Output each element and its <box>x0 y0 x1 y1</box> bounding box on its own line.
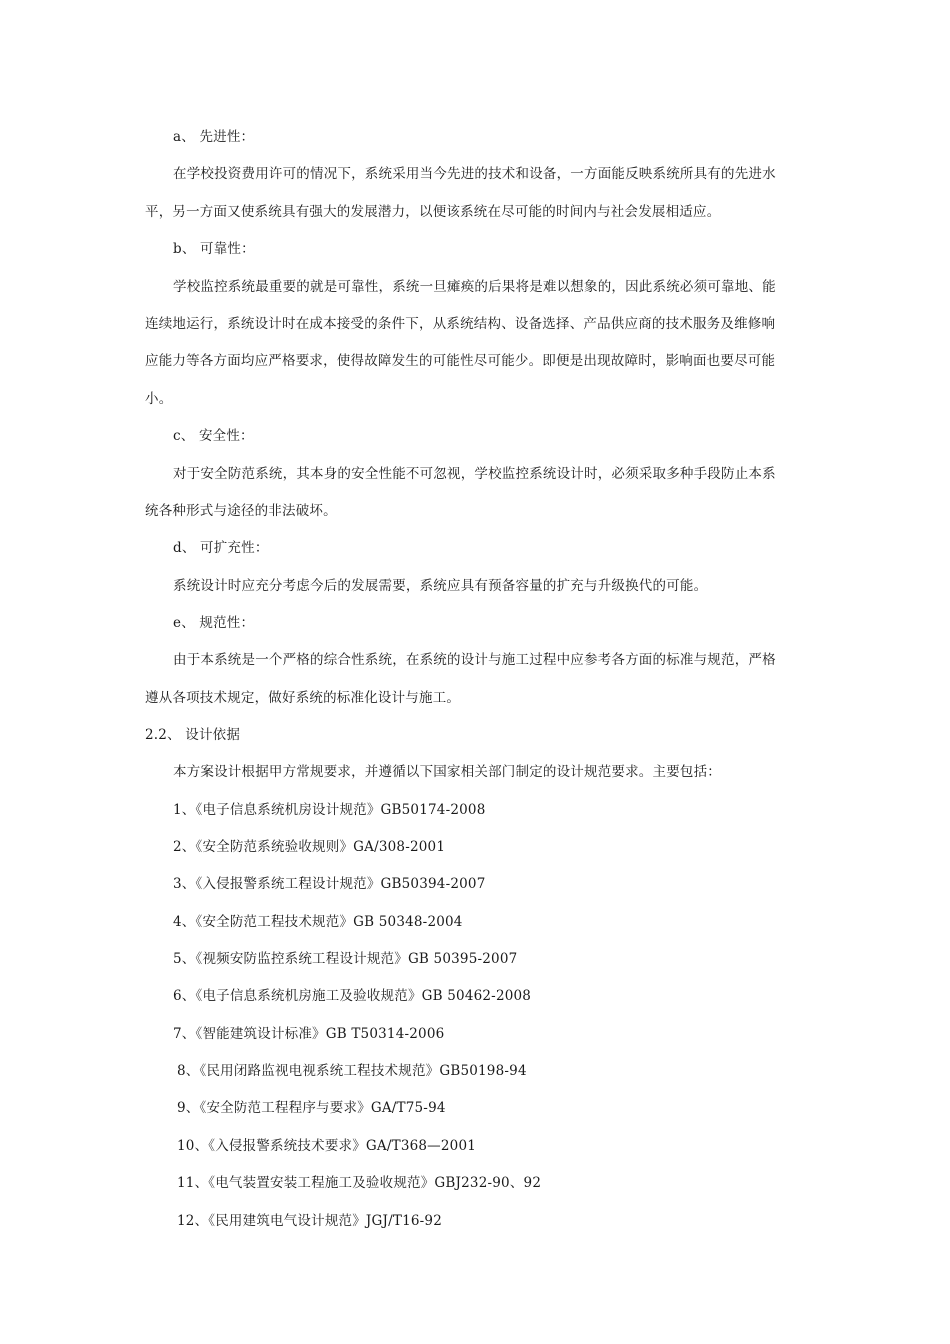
standard-item-2: 2、《安全防范系统验收规则》GA/308-2001 <box>173 839 446 855</box>
standard-item-12: 12、《民用建筑电气设计规范》JGJ/T16-92 <box>177 1213 443 1229</box>
standard-item-5: 5、《视频安防监控系统工程设计规范》GB 50395-2007 <box>173 951 518 967</box>
section-b-line-2: 连续地运行，系统设计时在成本接受的条件下，从系统结构、设备选择、产品供应商的技术服务及维修响 <box>145 316 776 332</box>
standard-item-11: 11、《电气装置安装工程施工及验收规范》GBJ232-90、92 <box>177 1175 542 1191</box>
section-b-heading: b、 可靠性： <box>173 241 255 257</box>
section-e-heading: e、 规范性： <box>173 615 255 631</box>
standard-item-7: 7、《智能建筑设计标准》GB T50314-2006 <box>173 1026 445 1042</box>
section-a-line-2: 平，另一方面又使系统具有强大的发展潜力，以便该系统在尽可能的时间内与社会发展相适应。 <box>145 204 721 220</box>
design-basis-intro: 本方案设计根据甲方常规要求，并遵循以下国家相关部门制定的设计规范要求。主要包括： <box>173 764 721 780</box>
section-b-line-3: 应能力等各方面均应严格要求，使得故障发生的可能性尽可能少。即便是出现故障时，影响面也要尽可能 <box>145 353 776 369</box>
section-e-line-2: 遵从各项技术规定，做好系统的标准化设计与施工。 <box>145 690 461 706</box>
section-c-line-1: 对于安全防范系统，其本身的安全性能不可忽视，学校监控系统设计时，必须采取多种手段防止本系 <box>173 466 776 482</box>
section-e-line-1: 由于本系统是一个严格的综合性系统，在系统的设计与施工过程中应参考各方面的标准与规范，严格 <box>173 652 776 668</box>
standard-item-8: 8、《民用闭路监视电视系统工程技术规范》GB50198-94 <box>177 1063 527 1079</box>
section-a-line-1: 在学校投资费用许可的情况下，系统采用当今先进的技术和设备，一方面能反映系统所具有的先进水 <box>173 166 776 182</box>
standard-item-1: 1、《电子信息系统机房设计规范》GB50174-2008 <box>173 802 486 818</box>
standard-item-6: 6、《电子信息系统机房施工及验收规范》GB 50462-2008 <box>173 988 532 1004</box>
section-b-line-4: 小。 <box>145 391 173 407</box>
standard-item-3: 3、《入侵报警系统工程设计规范》GB50394-2007 <box>173 876 486 892</box>
section-c-heading: c、 安全性： <box>173 428 254 444</box>
standard-item-4: 4、《安全防范工程技术规范》GB 50348-2004 <box>173 914 463 930</box>
section-d-line-1: 系统设计时应充分考虑今后的发展需要，系统应具有预备容量的扩充与升级换代的可能。 <box>173 578 708 594</box>
section-c-line-2: 统各种形式与途径的非法破坏。 <box>145 503 337 519</box>
standard-item-10: 10、《入侵报警系统技术要求》GA/T368—2001 <box>177 1138 477 1154</box>
standard-item-9: 9、《安全防范工程程序与要求》GA/T75-94 <box>177 1100 446 1116</box>
section-b-line-1: 学校监控系统最重要的就是可靠性，系统一旦瘫痪的后果将是难以想象的，因此系统必须可靠地、能 <box>173 279 776 295</box>
section-d-heading: d、 可扩充性： <box>173 540 269 556</box>
section-a-heading: a、 先进性： <box>173 129 255 145</box>
design-basis-heading: 2.2、 设计依据 <box>145 727 241 743</box>
